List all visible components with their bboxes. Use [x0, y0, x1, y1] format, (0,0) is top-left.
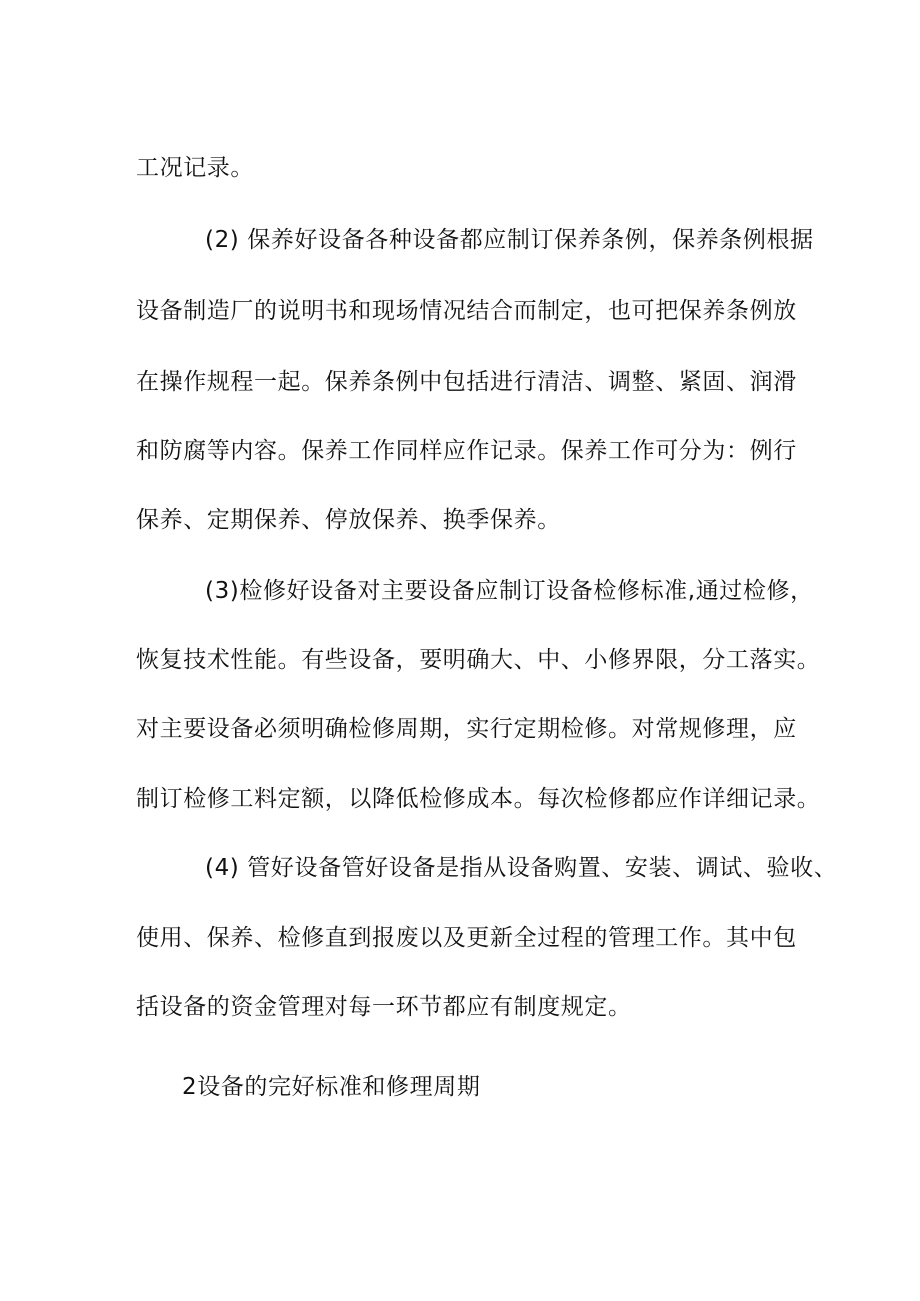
text-line: 保养、定期保养、停放保养、换季保养。	[136, 507, 561, 533]
paragraph-4-first-line: (4) 管好设备管好设备是指从设备购置、安装、调试、验收、	[205, 855, 838, 881]
text-line: 对主要设备必须明确检修周期，实行定期检修。对常规修理，应	[136, 716, 797, 742]
text-line: 设备制造厂的说明书和现场情况结合而制定，也可把保养条例放	[136, 298, 797, 324]
text-line: 使用、保养、检修直到报废以及更新全过程的管理工作。其中包	[136, 925, 797, 951]
paragraph-2-first-line: (2) 保养好设备各种设备都应制订保养条例，保养条例根据	[205, 227, 814, 253]
text-line: 括设备的资金管理对每一环节都应有制度规定。	[136, 994, 632, 1020]
text-line: 在操作规程一起。保养条例中包括进行清洁、调整、紧固、润滑	[136, 369, 797, 395]
text-line: 制订检修工料定额，以降低检修成本。每次检修都应作详细记录。	[136, 786, 821, 812]
text-line: 和防腐等内容。保养工作同样应作记录。保养工作可分为：例行	[136, 438, 797, 464]
text-line: 工况记录。	[136, 155, 254, 181]
text-line: 恢复技术性能。有些设备，要明确大、中、小修界限，分工落实。	[136, 647, 821, 673]
section-heading: 2设备的完好标准和修理周期	[182, 1074, 481, 1100]
paragraph-3-first-line: (3)检修好设备对主要设备应制订设备检修标准,通过检修，	[205, 578, 814, 604]
